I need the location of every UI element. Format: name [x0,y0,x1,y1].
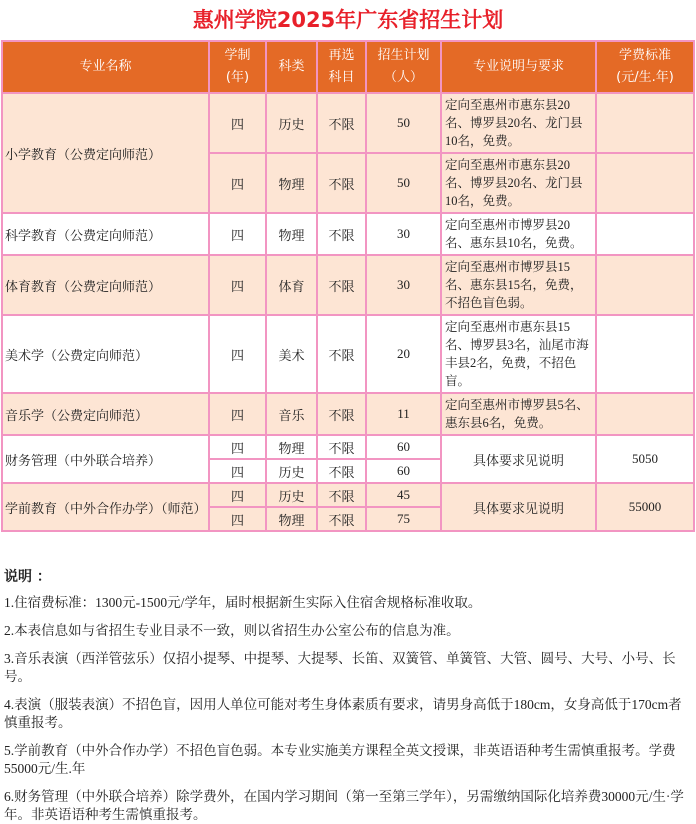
cell-cell: 四 [209,93,266,153]
table-row [2,483,694,507]
cell-cell: 不限 [317,459,366,483]
cell-cell: 不限 [317,507,366,531]
cell-cell: 45 [366,483,441,507]
page-title: 惠州学院2025年广东省招生计划 [192,8,504,32]
desc-cell: 定向至惠州市博罗县15名、惠东县15名，免费，不招色盲色弱。 [441,255,596,315]
cell-cell: 物理 [266,153,317,213]
desc-cell: 定向至惠州市博罗县5名、惠东县6名，免费。 [441,393,596,435]
cell-cell: 不限 [317,393,366,435]
cell-cell: 不限 [317,435,366,459]
cell-cell: 四 [209,315,266,393]
cell-cell: 30 [366,213,441,255]
cell-cell: 50 [366,153,441,213]
note-item: 2.本表信息如与省招生专业目录不一致，则以省招生办公室公布的信息为准。 [4,623,460,638]
cell-cell: 11 [366,393,441,435]
note-item: 4.表演（服装表演）不招色盲，因用人单位可能对考生身体素质有要求，请男身高低于180cm，女身高低于170cm者慎重报考。 [4,697,682,730]
fee-cell: 5050 [596,435,694,483]
column-header: 专业说明与要求 [441,41,596,93]
desc-cell: 定向至惠州市博罗县20名、惠东县10名，免费。 [441,213,596,255]
notes-title: 说明 ： [4,569,51,585]
cell-cell: 物理 [266,435,317,459]
cell-cell: 不限 [317,315,366,393]
name-cell: 音乐学（公费定向师范） [2,393,209,435]
name-cell: 学前教育（中外合作办学）（师范） [2,483,209,531]
column-header: 再选 科目 [317,41,366,93]
cell-cell: 四 [209,459,266,483]
table-row [2,315,694,393]
table-row [2,435,694,459]
table-row [2,255,694,315]
cell-cell: 50 [366,93,441,153]
cell-cell: 音乐 [266,393,317,435]
fee-cell [596,315,694,393]
fee-cell [596,255,694,315]
table-row [2,393,694,435]
cell-cell: 历史 [266,459,317,483]
cell-cell: 历史 [266,483,317,507]
name-cell: 体育教育（公费定向师范） [2,255,209,315]
column-header: 科类 [266,41,317,93]
cell-cell: 60 [366,435,441,459]
cell-cell: 物理 [266,507,317,531]
note-item: 3.音乐表演（西洋管弦乐）仅招小提琴、中提琴、大提琴、长笛、双簧管、单簧管、大管、圆号、大号、小号、长号。 [4,651,676,684]
cell-cell: 四 [209,483,266,507]
fee-cell: 55000 [596,483,694,531]
column-header: 学费标准 (元/生.年) [596,41,694,93]
column-header: 学制 (年) [209,41,266,93]
cell-cell: 具体要求见说明 [441,435,596,483]
cell-cell: 具体要求见说明 [441,483,596,531]
cell-cell: 历史 [266,93,317,153]
cell-cell: 四 [209,255,266,315]
cell-cell: 20 [366,315,441,393]
fee-cell [596,153,694,213]
name-cell: 科学教育（公费定向师范） [2,213,209,255]
column-header: 专业名称 [2,41,209,93]
cell-cell: 75 [366,507,441,531]
cell-cell: 美术 [266,315,317,393]
cell-cell: 物理 [266,213,317,255]
desc-cell: 定向至惠州市惠东县20名、博罗县20名、龙门县10名，免费。 [441,93,596,153]
name-cell: 美术学（公费定向师范） [2,315,209,393]
name-cell: 小学教育（公费定向师范） [2,93,209,213]
cell-cell: 四 [209,435,266,459]
desc-cell: 定向至惠州市惠东县15名、博罗县3名，汕尾市海丰县2名，免费，不招色盲。 [441,315,596,393]
cell-cell: 不限 [317,483,366,507]
column-header: 招生计划 （人） [366,41,441,93]
note-item: 5.学前教育（中外合作办学）不招色盲色弱。本专业实施美方课程全英文授课，非英语语种考生需慎重报考。学费55000元/生.年 [4,743,676,776]
cell-cell: 四 [209,213,266,255]
cell-cell: 不限 [317,93,366,153]
fee-cell [596,393,694,435]
cell-cell: 四 [209,153,266,213]
fee-cell [596,93,694,153]
cell-cell: 四 [209,507,266,531]
cell-cell: 不限 [317,213,366,255]
cell-cell: 30 [366,255,441,315]
cell-cell: 不限 [317,153,366,213]
cell-cell: 60 [366,459,441,483]
table-row [2,93,694,153]
note-item: 6.财务管理（中外联合培养）除学费外，在国内学习期间（第一至第三学年），另需缴纳国际化培养费30000元/生·学年。非英语语种考生需慎重报考。 [4,789,684,822]
cell-cell: 不限 [317,255,366,315]
desc-cell: 定向至惠州市惠东县20名、博罗县20名、龙门县10名，免费。 [441,153,596,213]
fee-cell [596,213,694,255]
cell-cell: 四 [209,393,266,435]
notes-section [0,568,696,824]
table-row [2,213,694,255]
name-cell: 财务管理（中外联合培养） [2,435,209,483]
note-item: 1.住宿费标准：1300元-1500元/学年，届时根据新生实际入住宿舍规格标准收取。 [4,595,482,610]
enrollment-table [1,40,695,532]
cell-cell: 体育 [266,255,317,315]
